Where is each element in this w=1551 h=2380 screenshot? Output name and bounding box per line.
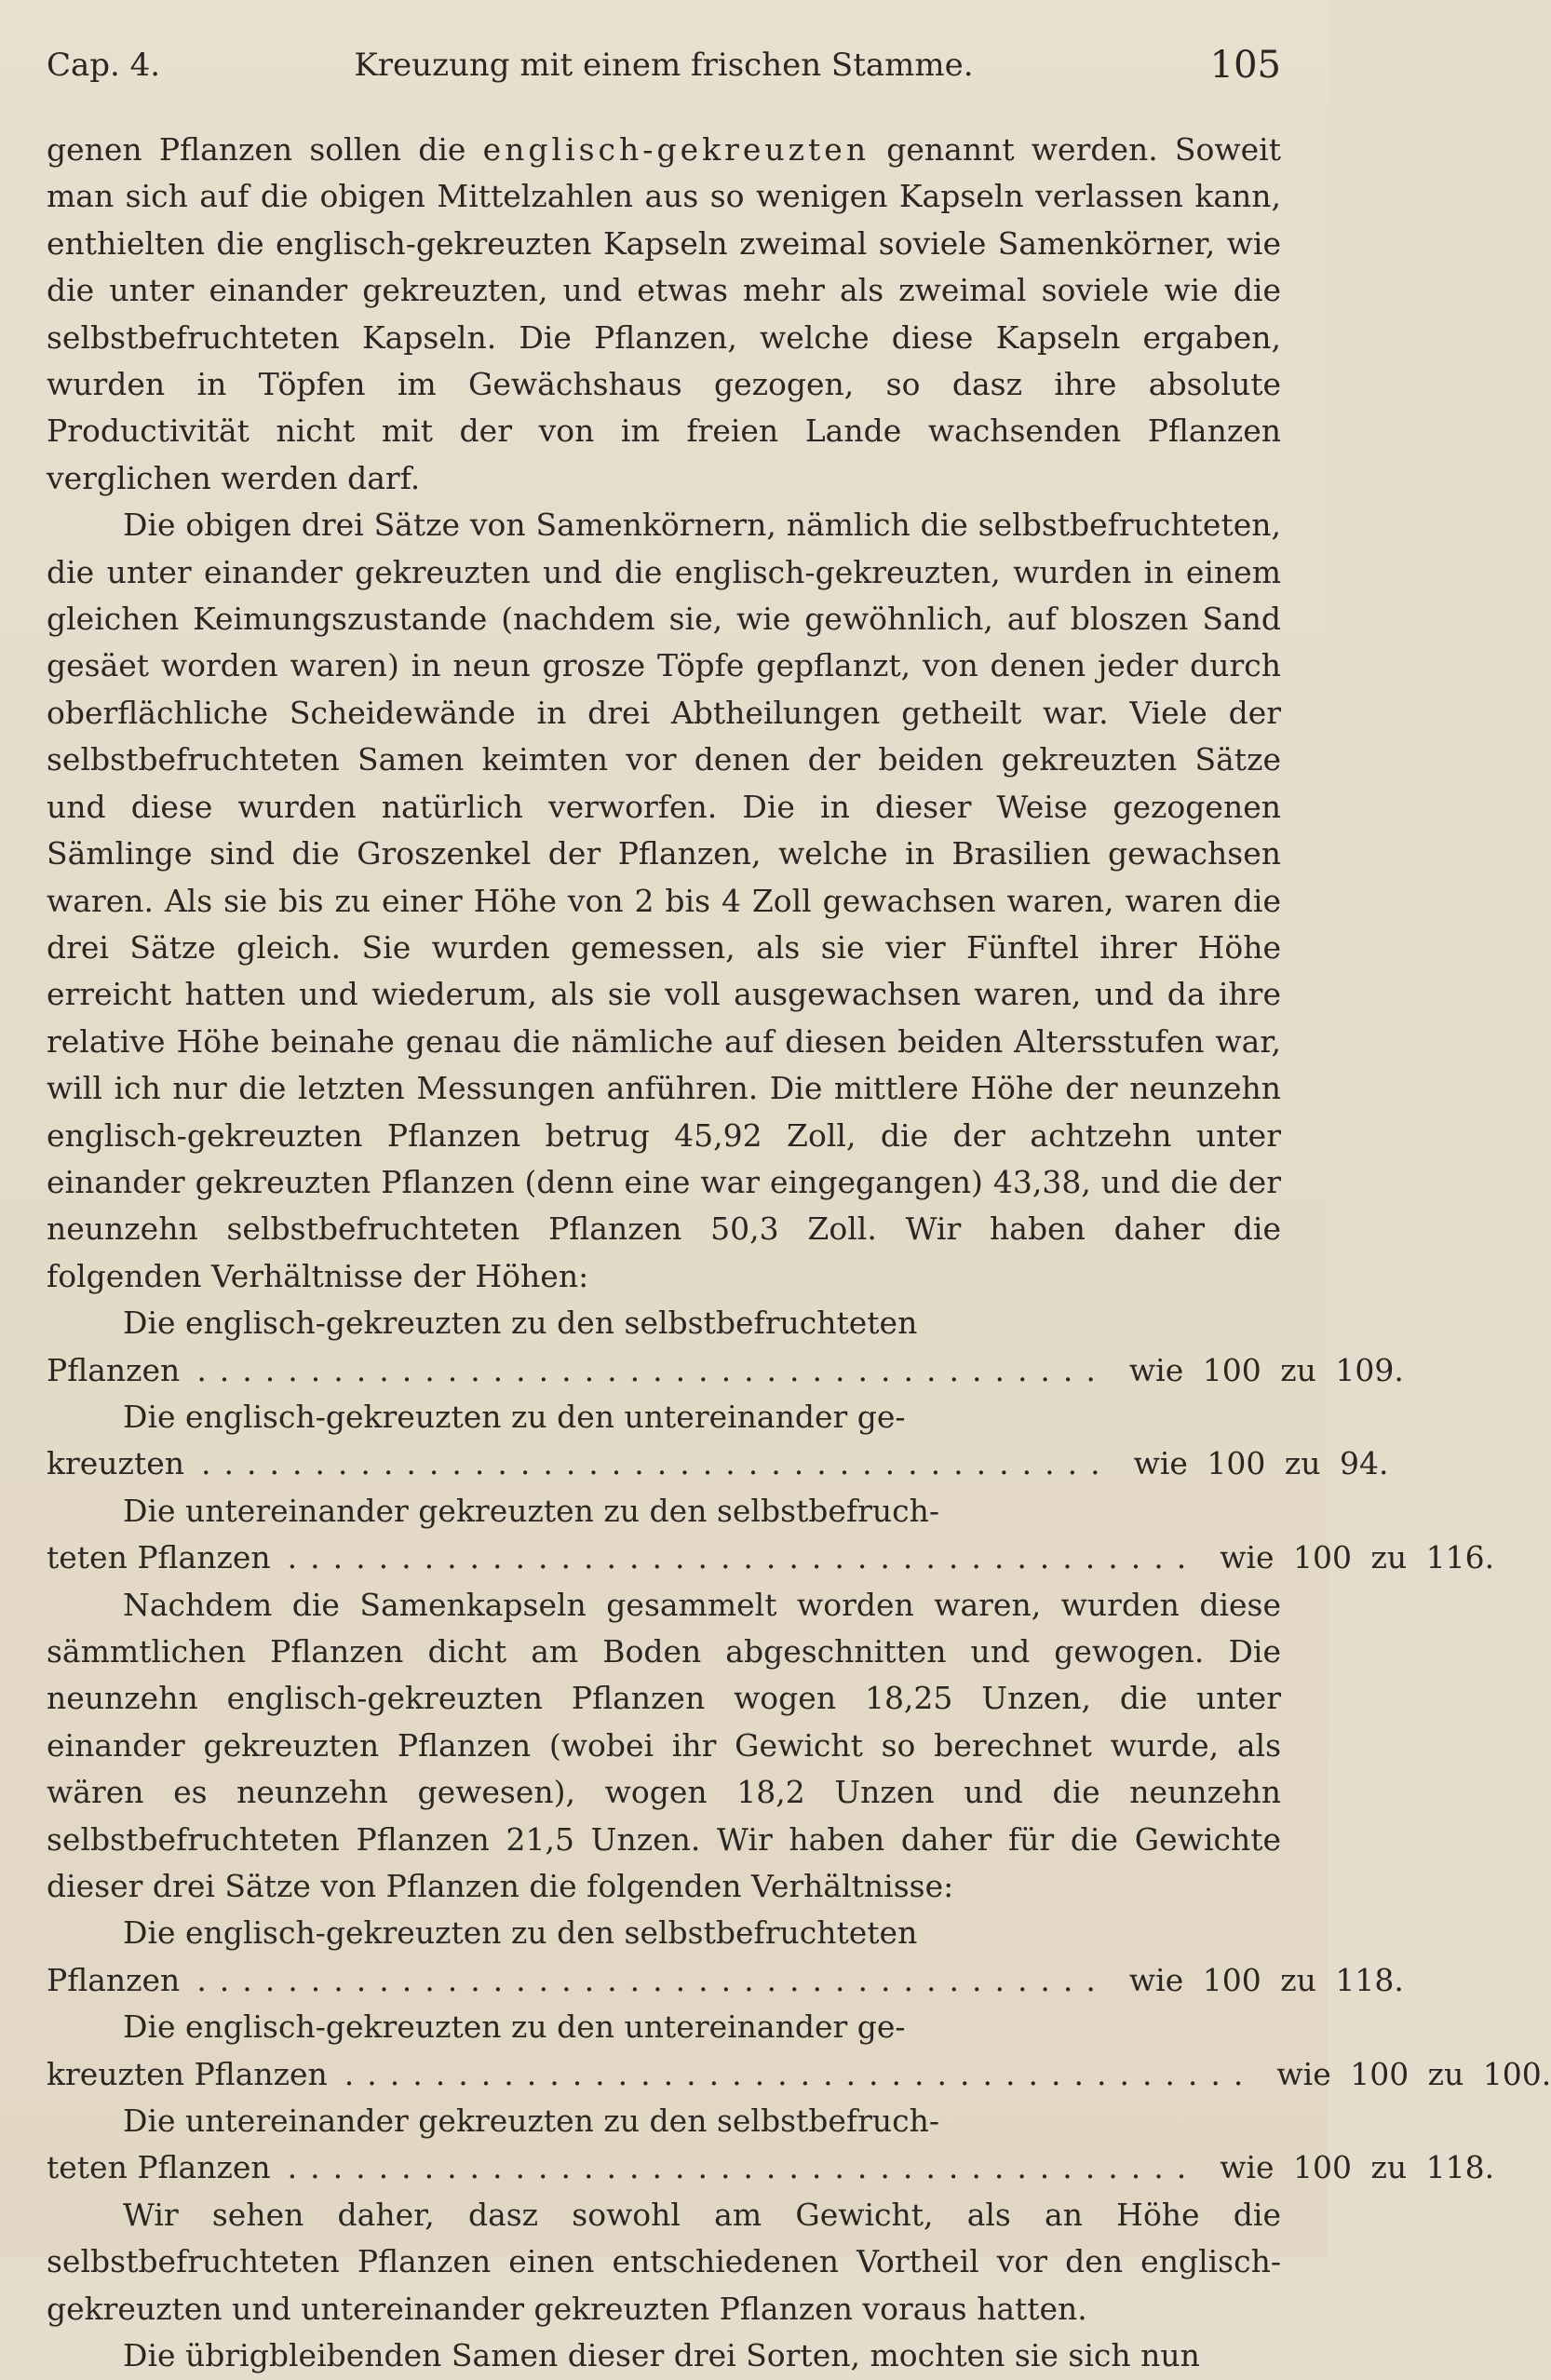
paragraph-2: Die obigen drei Sätze von Samenkörnern, nämlich die selbstbefruchteten, die unter einander gekreuzten und die englisch-gekreuzten, wurden in einem gleichen Keimungszustande (nachdem sie, wie gewöhnlich, auf bloszen Sand gesäet worden waren) in neun grosze Töpfe gepflanzt, von denen jeder durch oberflächliche Scheidewände in drei Abtheilungen getheilt war. Viele der selbstbefruchteten Samen keimten vor denen der beiden gekreuzten Sätze und diese wurden natürlich verworfen. Die in dieser Weise gezogenen Sämlinge sind die Groszenkel der Pflanzen, welche in Brasilien gewachsen waren. Als sie bis zu einer Höhe von 2 bis 4 Zoll gewachsen waren, waren die drei Sätze gleich. Sie wurden gemessen, als sie vier Fünftel ihrer Höhe erreicht hatten und wiederum, als sie voll ausgewachsen waren, und da ihre relative Höhe beinahe genau die nämliche auf diesen beiden Altersstufen war, will ich nur die letzten Messungen anführen. Die mittlere Höhe der neunzehn englisch-gekreuzten Pflanzen betrug 45,92 Zoll, die der achtzehn unter einander gekreuzten Pflanzen (denn eine war eingegangen) 43,38, und die der neunzehn selbstbefruchteten Pflanzen 50,3 Zoll. Wir haben daher die folgenden Verhältnisse der Höhen: xyxy=(47,507,1281,1294)
paragraph-4: Wir sehen daher, dasz sowohl am Gewicht, als an Höhe die selbstbefruchteten Pflanzen einen entschiedenen Vortheil vor den englisch-gekreuzten und untereinander gekreuzten Pflanzen voraus hatten. xyxy=(47,2196,1281,2327)
page-number: 105 xyxy=(1209,44,1281,87)
ratio-label: teten Pflanzen xyxy=(47,1539,271,1576)
ratio-label: kreuzten Pflanzen xyxy=(47,2055,328,2092)
dot-leader: ........................................ xyxy=(287,2149,1200,2186)
ratio-text: Die englisch-gekreuzten zu den untereinander ge- xyxy=(123,1398,906,1435)
ratio-text: Die englisch-gekreuzten zu den selbstbefruchteten xyxy=(123,1914,918,1952)
paragraph-5: Die übrigbleibenden Samen dieser drei Sorten, mochten sie sich nun xyxy=(123,2337,1200,2374)
running-header xyxy=(47,39,1281,91)
running-title: Kreuzung mit einem frischen Stamme. xyxy=(354,47,974,84)
ratio-value: wie 100 zu 100. xyxy=(1276,2055,1551,2092)
ratio-entry xyxy=(47,1300,1404,1394)
dot-leader: ........................................ xyxy=(196,1961,1109,1998)
ratio-text: Die englisch-gekreuzten zu den untereinander ge- xyxy=(123,2008,906,2046)
paragraph-1-part-c: genannt werden. Soweit man sich auf die obigen Mittelzahlen aus so wenigen Kapseln verlassen kann, enthielten die englisch-gekreuzten Kapseln zweimal soviele Samenkörner, wie die unter einander gekreuzten, und etwas mehr als zweimal soviele wie die selbstbefruchteten Kapseln. Die Pflanzen, welche diese Kapseln ergaben, wurden in Töpfen im Gewächshaus gezogen, so dasz ihre absolute Productivität nicht mit der von im freien Lande wachsenden Pflanzen verglichen werden darf. xyxy=(47,131,1281,496)
dot-leader: ........................................ xyxy=(200,1445,1113,1482)
ratio-label: kreuzten xyxy=(47,1445,184,1482)
ratio-value: wie 100 zu 116. xyxy=(1220,1539,1495,1576)
paragraph-1 xyxy=(47,127,1281,502)
ratio-label: Pflanzen xyxy=(47,1961,181,1998)
ratio-text: Die untereinander gekreuzten zu den selbstbefruch- xyxy=(123,2103,940,2140)
ratio-entry xyxy=(47,1394,1389,1488)
chapter-label: Cap. 4. xyxy=(47,47,161,84)
ratio-label: teten Pflanzen xyxy=(47,2149,271,2186)
ratio-entry xyxy=(47,1488,1495,1582)
dot-leader: ........................................ xyxy=(287,1539,1200,1576)
ratio-entry xyxy=(47,2098,1495,2192)
dot-leader: ........................................ xyxy=(196,1351,1109,1388)
page-body xyxy=(47,127,1551,2380)
ratio-text: Die englisch-gekreuzten zu den selbstbefruchteten xyxy=(123,1305,918,1342)
paragraph-3: Nachdem die Samenkapseln gesammelt worden waren, wurden diese sämmtlichen Pflanzen dicht am Boden abgeschnitten und gewogen. Die neunzehn englisch-gekreuzten Pflanzen wogen 18,25 Unzen, die unter einander gekreuzten Pflanzen (wobei ihr Gewicht so berechnet wurde, als wären es neunzehn gewesen), wogen 18,2 Unzen und die neunzehn selbstbefruchteten Pflanzen 21,5 Unzen. Wir haben daher für die Gewichte dieser drei Sätze von Pflanzen die folgenden Verhältnisse: xyxy=(47,1586,1281,1905)
ratio-value: wie 100 zu 118. xyxy=(1128,1961,1404,1998)
ratio-label: Pflanzen xyxy=(47,1351,181,1388)
paragraph-1-part-a: genen Pflanzen sollen die xyxy=(47,131,483,168)
ratio-value: wie 100 zu 109. xyxy=(1128,1351,1404,1388)
dot-leader: ........................................ xyxy=(344,2055,1257,2092)
ratio-value: wie 100 zu 118. xyxy=(1220,2149,1495,2186)
ratio-entry xyxy=(47,2004,1551,2098)
ratio-entry xyxy=(47,1910,1404,2004)
emphasized-term: englisch-gekreuzten xyxy=(482,131,870,168)
ratio-value: wie 100 zu 94. xyxy=(1133,1445,1389,1482)
ratio-text: Die untereinander gekreuzten zu den selbstbefruch- xyxy=(123,1492,940,1529)
